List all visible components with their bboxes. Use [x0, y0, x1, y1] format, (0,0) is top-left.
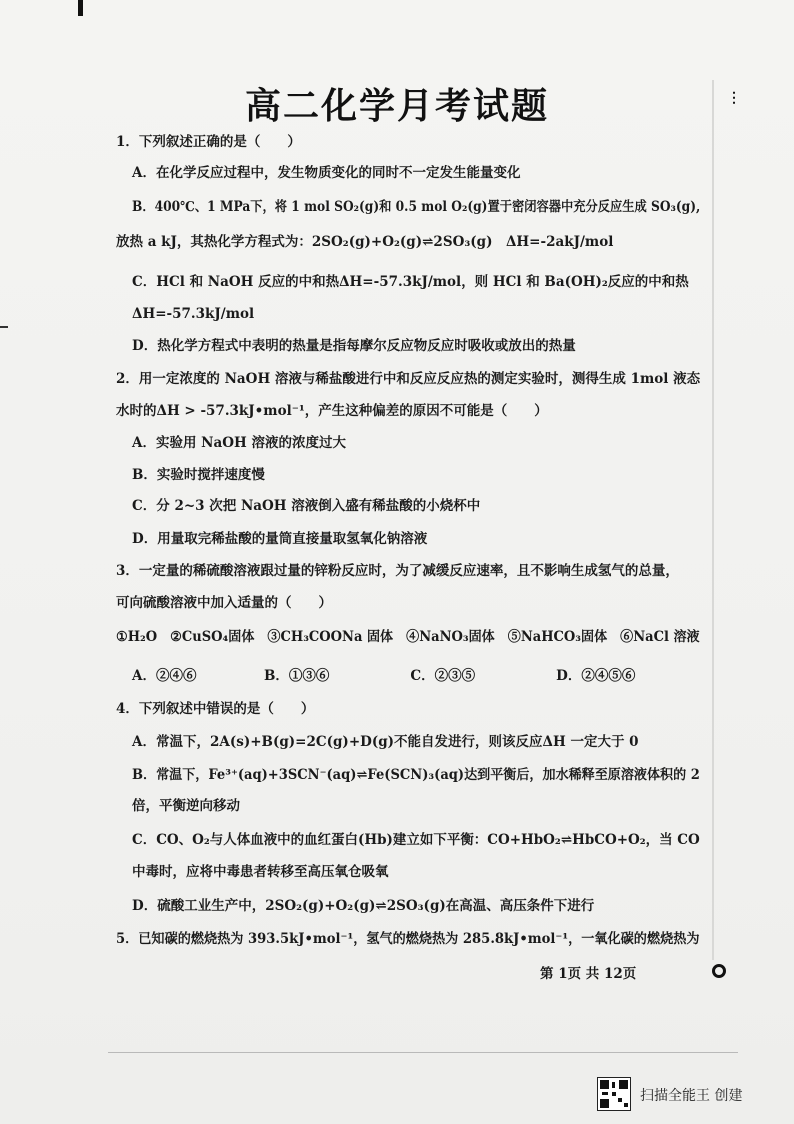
text-line: 可向硫酸溶液中加入适量的（ ） [116, 595, 332, 611]
text-line: 5．已知碳的燃烧热为 393.5kJ•mol⁻¹，氢气的燃烧热为 285.8kJ•mol⁻¹，一氧化碳的燃烧热为 [116, 931, 700, 947]
text-line: 水时的ΔH > -57.3kJ•mol⁻¹，产生这种偏差的原因不可能是（ ） [116, 403, 548, 419]
text-line: ΔH=-57.3kJ/mol [132, 306, 255, 322]
text-line: 中毒时，应将中毒患者转移至高压氧仓吸氧 [132, 864, 389, 880]
text-line: 3．一定量的稀硫酸溶液跟过量的锌粉反应时，为了减缓反应速率，且不影响生成氢气的总量， [116, 563, 679, 579]
bottom-rule [108, 1052, 738, 1053]
text-line: B．常温下，Fe³⁺(aq)+3SCN⁻(aq)⇌Fe(SCN)₃(aq)达到平衡后，加水稀释至原溶液体积的 2 [132, 767, 700, 783]
text-line: A．在化学反应过程中，发生物质变化的同时不一定发生能量变化 [132, 165, 521, 181]
scanner-watermark: 扫描全能王 创建 [640, 1088, 743, 1104]
text-line: B．实验时搅拌速度慢 [132, 467, 265, 483]
scan-dots: ⋮ [727, 90, 741, 106]
text-line: 放热 a kJ，其热化学方程式为：2SO₂(g)+O₂(g)⇌2SO₃(g) ΔH=-2akJ/mol [116, 234, 614, 250]
text-line: 1．下列叙述正确的是（ ） [116, 134, 301, 150]
qr-code-icon [597, 1077, 631, 1111]
text-line: B．400℃、1 MPa下，将 1 mol SO₂(g)和 0.5 mol O₂(g)置于密闭容器中充分反应生成 SO₃(g), [132, 199, 701, 215]
text-line: 4．下列叙述中错误的是（ ） [116, 701, 315, 717]
margin-dash [0, 326, 8, 328]
text-line: D．热化学方程式中表明的热量是指每摩尔反应物反应时吸收或放出的热量 [132, 338, 576, 354]
text-line: A．实验用 NaOH 溶液的浓度过大 [132, 435, 346, 451]
text-line: C．CO、O₂与人体血液中的血红蛋白(Hb)建立如下平衡：CO+HbO₂⇌HbCO+O₂，当 CO [132, 832, 700, 848]
text-line: C．分 2~3 次把 NaOH 溶液倒入盛有稀盐酸的小烧杯中 [132, 498, 481, 514]
text-line: C．HCl 和 NaOH 反应的中和热ΔH=-57.3kJ/mol，则 HCl 和 Ba(OH)₂反应的中和热 [132, 274, 689, 290]
page-number: 第 1页 共 12页 [540, 966, 637, 982]
text-line: 2．用一定浓度的 NaOH 溶液与稀盐酸进行中和反应反应热的测定实验时，测得生成 1mol 液态 [116, 371, 701, 387]
scan-mark [78, 0, 83, 16]
text-line: 倍，平衡逆向移动 [132, 798, 240, 814]
text-line: D．硫酸工业生产中，2SO₂(g)+O₂(g)⇌2SO₃(g)在高温、高压条件下进行 [132, 898, 595, 914]
text-line: D．用量取完稀盐酸的量筒直接量取氢氧化钠溶液 [132, 531, 428, 547]
exam-title: 高二化学月考试题 [244, 85, 549, 127]
text-line: A．②④⑥ B．①③⑥ C．②③⑤ D．②④⑤⑥ [132, 668, 636, 684]
page-edge-shadow [712, 80, 714, 960]
corner-dot [712, 964, 726, 978]
text-line: ①H₂O ②CuSO₄固体 ③CH₃COONa 固体 ④NaNO₃固体 ⑤NaHCO₃固体 ⑥NaCl 溶液 [116, 629, 700, 645]
text-line: A．常温下，2A(s)+B(g)=2C(g)+D(g)不能自发进行，则该反应ΔH 一定大于 0 [132, 734, 639, 750]
